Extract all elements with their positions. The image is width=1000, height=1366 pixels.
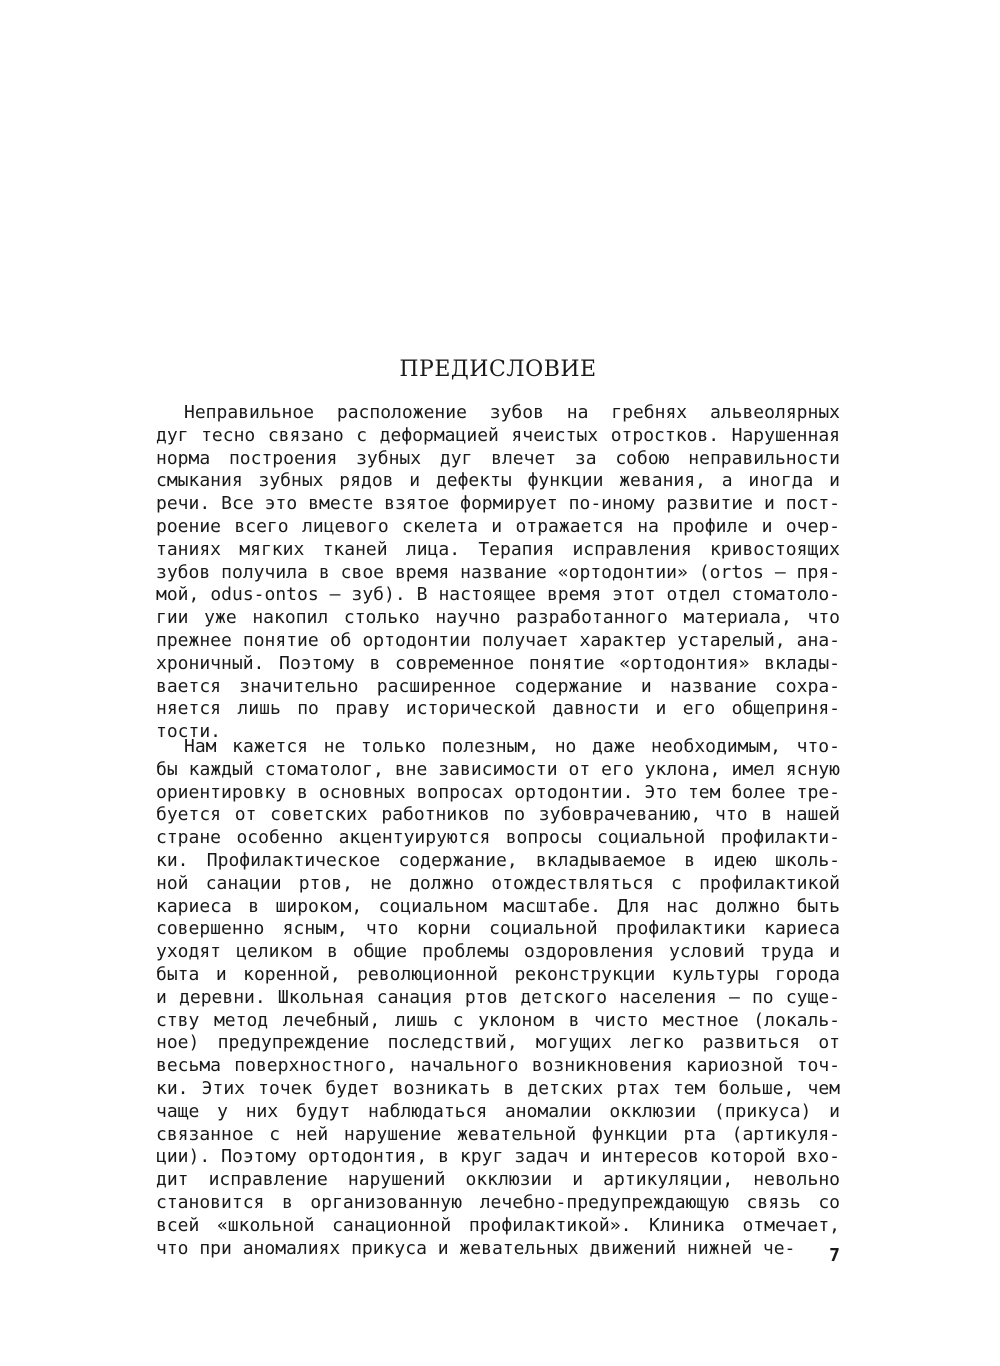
text-line: всей «школьной санационной профилактикой». Клиника отмечает, (156, 1214, 840, 1236)
text-line: таниях мягких тканей лица. Терапия исправления кривостоящих (156, 538, 840, 560)
text-line: дуг тесно связано с деформацией ячеистых отростков. Нарушенная (156, 424, 840, 446)
text-line: ции). Поэтому ортодонтия, в круг задач и интересов которой вхо- (156, 1146, 840, 1168)
text-line: Неправильное расположение зубов на гребнях альвеолярных (184, 402, 840, 423)
paragraph-1 (156, 402, 840, 744)
text-line: ное) предупреждение последствий, могущих легко развиться от (156, 1032, 840, 1054)
text-line: гии уже накопил столько научно разработанного материала, что (156, 607, 840, 629)
text-line: становится в организованную лечебно-предупреждающую связь со (156, 1191, 840, 1213)
text-line: Нам кажется не только полезным, но даже необходимым, что- (184, 736, 840, 757)
text-line: хроничный. Поэтому в современное понятие «ортодонтия» вклады- (156, 652, 840, 674)
text-line: норма построения зубных дуг влечет за собою неправильности (156, 447, 840, 469)
text-line: что при аномалиях прикуса и жевательных движений нижней че- (156, 1237, 796, 1259)
text-line: мой, odus-ontos — зуб). В настоящее время этот отдел стоматоло- (156, 584, 840, 606)
text-line: вается значительно расширенное содержание и название сохра- (156, 675, 840, 697)
text-line: зубов получила в свое время название «ортодонтии» (ortos — пря- (156, 561, 840, 583)
text-line: дит исправление нарушений окклюзии и артикуляции, невольно (156, 1169, 840, 1191)
text-line: няется лишь по праву исторической давности и его общеприня- (156, 698, 840, 720)
text-line: быта и коренной, революционной реконструкции культуры города (156, 963, 840, 985)
text-line: прежнее понятие об ортодонтии получает характер устарелый, ана- (156, 629, 840, 651)
text-line: кариеса в широком, социальном масштабе. Для нас должно быть (156, 895, 840, 917)
text-line: бы каждый стоматолог, вне зависимости от его уклона, имел ясную (156, 758, 840, 780)
text-line: тости. (156, 721, 222, 743)
text-line: чаще у них будут наблюдаться аномалии окклюзии (прикуса) и (156, 1100, 840, 1122)
text-line: ориентировку в основных вопросах ортодонтии. Это тем более тре- (156, 781, 840, 803)
text-line: буется от советских работников по зубоврачеванию, что в нашей (156, 804, 840, 826)
paragraph-2 (156, 736, 840, 1260)
text-line: речи. Все это вместе взятое формирует по-иному развитие и пост- (156, 493, 840, 515)
page-number: 7 (829, 1245, 840, 1266)
page-title: ПРЕДИСЛОВИЕ (399, 357, 597, 382)
text-line: смыкания зубных рядов и дефекты функции жевания, а иногда и (156, 470, 840, 492)
text-line: ки. Этих точек будет возникать в детских ртах тем больше, чем (156, 1077, 840, 1099)
text-line: стране особенно акцентуируются вопросы социальной профилакти- (156, 827, 840, 849)
text-line: роение всего лицевого скелета и отражается на профиле и очер- (156, 515, 840, 537)
text-line: совершенно ясным, что корни социальной профилактики кариеса (156, 918, 840, 940)
text-line: ной санации ртов, не должно отождествляться с профилактикой (156, 872, 840, 894)
text-line: ству метод лечебный, лишь с уклоном в чисто местное (локаль- (156, 1009, 840, 1031)
text-line: ки. Профилактическое содержание, вкладываемое в идею школь- (156, 849, 840, 871)
text-line: весьма поверхностного, начального возникновения кариозной точ- (156, 1055, 840, 1077)
text-line: уходят целиком в общие проблемы оздоровления условий труда и (156, 941, 840, 963)
text-line: связанное с ней нарушение жевательной функции рта (артикуля- (156, 1123, 840, 1145)
text-line: и деревни. Школьная санация ртов детского населения — по суще- (156, 986, 840, 1008)
